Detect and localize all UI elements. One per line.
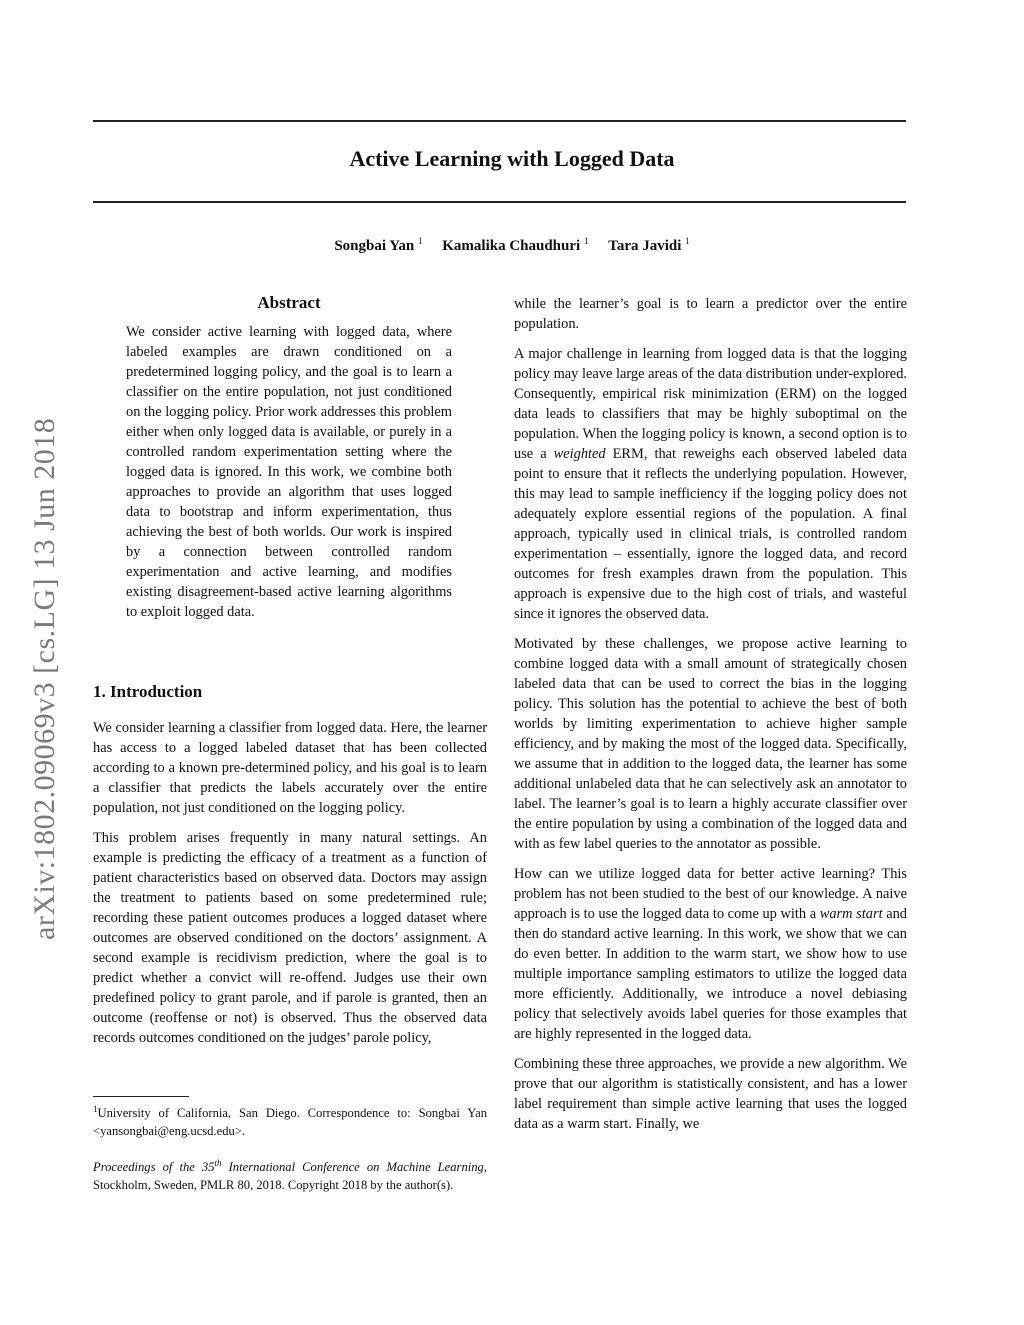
author-affiliation-mark: 1: [583, 236, 589, 246]
author: [608, 238, 689, 254]
proceedings-notice: [93, 1154, 487, 1194]
abstract-heading: Abstract: [257, 293, 321, 312]
proceedings-rest: , Stockholm, Sweden, PMLR 80, 2018. Copyright 2018 by the author(s).: [93, 1160, 487, 1193]
conference-name: International Conference on Machine Learning: [221, 1160, 484, 1175]
author-name: Songbai Yan: [334, 238, 415, 254]
proceedings-number: 35: [201, 1160, 215, 1175]
author-name: Kamalika Chaudhuri: [442, 238, 581, 254]
author-name: Tara Javidi: [608, 238, 682, 254]
emphasis: warm start: [819, 906, 883, 922]
right-column: [514, 294, 907, 1144]
emphasis: weighted: [553, 446, 606, 462]
section-heading: 1. Introduction: [93, 682, 203, 701]
affiliation-footnote: [93, 1100, 487, 1140]
author: [334, 238, 422, 254]
arxiv-identifier: arXiv:1802.09069v3 [cs.LG] 13 Jun 2018: [28, 417, 61, 940]
paragraph-text: and then do standard active learning. In this work, we show that we can do even better. In addition to the warm start, we show how to use multiple importance sampling estimators to utilize the logged data more efficiently. Additionally, we introduce a novel debiasing policy that selectively avoids label queries for those examples that are highly represented in the logged data.: [514, 906, 907, 1042]
paper-title: Active Learning with Logged Data: [349, 146, 675, 171]
introduction-section: [93, 680, 487, 1058]
abstract-section: [126, 292, 452, 632]
paragraph-text: How can we utilize logged data for better active learning? This problem has not been studied to the best of our knowledge. A naive approach is to use the logged data to come up with a: [514, 866, 907, 922]
proceedings-ordinal: th: [214, 1158, 222, 1169]
author-list: [0, 236, 1024, 255]
author: [442, 238, 588, 254]
paragraph: while the learner’s goal is to learn a predictor over the entire population.: [514, 296, 907, 332]
proceedings-italic: Proceedings of the: [93, 1160, 202, 1175]
paragraph: This problem arises frequently in many natural settings. An example is predicting the efficacy of a treatment as a function of patient characteristics based on observed data. Doctors may assign the treatment to patients based on some predetermined rule; recording these patient outcomes produces a logged dataset where outcomes are observed conditioned on the doctors’ assignment. A second example is recidivism prediction, where the goal is to predict whether a convict will re-offend. Judges use their own predefined policy to grant parole, and if parole is granted, then an outcome (reoffense or not) is observed. Thus the observed data records outcomes conditioned on the judges’ parole policy,: [93, 830, 487, 1046]
footnote: [93, 1100, 487, 1208]
author-affiliation-mark: 1: [685, 236, 690, 246]
author-affiliation-mark: 1: [417, 236, 423, 246]
paragraph: Combining these three approaches, we provide a new algorithm. We prove that our algorithm is statistically consistent, and has a lower label requirement than simple active learning that uses the logged data as a warm start. Finally, we: [514, 1056, 908, 1132]
affiliation-text: University of California, San Diego. Correspondence to: Songbai Yan <yansongbai@eng.ucsd.edu>.: [93, 1106, 487, 1139]
paragraph: We consider learning a classifier from logged data. Here, the learner has access to a logged labeled dataset that has been collected according to a known pre-determined policy, and his goal is to learn a classifier that predicts the labels accurately over the entire population, not just conditioned on the logging policy.: [93, 720, 487, 816]
footnote-rule: [93, 1096, 189, 1097]
abstract-text: We consider active learning with logged data, where labeled examples are drawn conditioned on a predetermined logging policy, and the goal is to learn a classifier on the entire population, not just conditioned on the logging policy. Prior work addresses this problem either when only logged data is available, or purely in a controlled random experimentation setting where the logged data is ignored. In this work, we combine both approaches to provide an algorithm that uses logged data to bootstrap and inform experimentation, thus achieving the best of both worlds. Our work is inspired by a connection between controlled random experimentation and active learning, and modifies existing disagreement-based active learning algorithms to exploit logged data.: [126, 324, 452, 620]
paragraph: [514, 344, 907, 624]
title-top-rule: [93, 120, 906, 122]
title-bottom-rule: [93, 201, 906, 203]
footnote-mark: 1: [93, 1104, 98, 1114]
paragraph: Motivated by these challenges, we propose active learning to combine logged data with a small amount of strategically chosen labeled data that can be used to correct the bias in the logging policy. This solution has the potential to achieve the best of both worlds by limiting experimentation to achieve higher sample efficiency, and by making the most of the logged data. Specifically, we assume that in addition to the logged data, the learner has some additional unlabeled data that he can selectively ask an annotator to label. The learner’s goal is to learn a highly accurate classifier over the entire population by using a combination of the logged data and with as few label queries to the annotator as possible.: [514, 636, 907, 852]
paragraph: [514, 864, 907, 1044]
paragraph-text: A major challenge in learning from logged data is that the logging policy may leave large areas of the data distribution under-explored. Consequently, empirical risk minimization (ERM) on the logged data leads to classifiers that may be highly suboptimal on the population. When the logging policy is known, a second option is to use a: [514, 346, 907, 462]
paragraph-text: ERM, that reweighs each observed labeled data point to ensure that it reflects the underlying population. However, this may lead to sample inefficiency if the logging policy does not adequately explore essential regions of the population. A final approach, typically used in clinical trials, is controlled random experimentation – essentially, ignore the logged data, and record outcomes for fresh examples drawn from the population. This approach is expensive due to the high cost of trials, and wasteful since it ignores the observed data.: [514, 446, 907, 622]
